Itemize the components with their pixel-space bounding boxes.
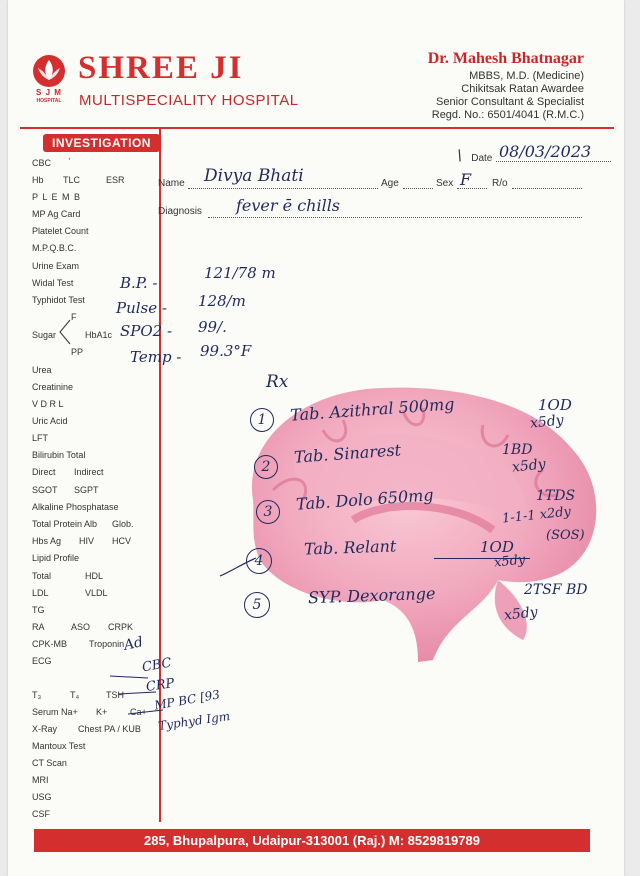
vital-pulse-value: 128/m: [198, 292, 246, 310]
test-plemb: P L E M B: [32, 192, 82, 202]
vital-bp-label: B.P. -: [120, 274, 158, 292]
test-ecg: ECG: [32, 656, 52, 666]
doctor-info: [428, 50, 584, 122]
sex-value[interactable]: F: [460, 170, 472, 189]
test-widal: Widal Test: [32, 278, 74, 288]
rx-item-3-number: 3: [256, 500, 280, 524]
test-vdrl: V D R L: [32, 399, 64, 409]
test-hba1c: HbA1c: [85, 330, 113, 340]
rx-item-4-strike-icon: [218, 556, 258, 580]
test-k: K+: [96, 707, 108, 717]
logo-sjm-text: S J M: [36, 88, 62, 97]
test-uric-acid: Uric Acid: [32, 416, 68, 426]
lotus-logo-icon: [30, 54, 68, 88]
rx-item-4-drug: Tab. Relant: [303, 536, 397, 559]
age-underline: [403, 188, 433, 189]
test-sgot: SGOT: [32, 485, 58, 495]
test-platelet-count: Platelet Count: [32, 226, 89, 236]
doctor-role: Senior Consultant & Specialist: [436, 96, 584, 108]
test-sugar: Sugar: [32, 330, 57, 340]
test-chest-pa-kub: Chest PA / KUB: [78, 724, 141, 734]
rx-item-5-dose: 2TSF BD: [524, 582, 588, 598]
test-alkaline-phosphatase: Alkaline Phosphatase: [32, 502, 119, 512]
test-typhidot: Typhidot Test: [32, 295, 85, 305]
logo-hospital-text: HOSPITAL: [36, 98, 62, 104]
test-sgpt: SGPT: [74, 485, 99, 495]
test-total: Total: [32, 571, 52, 581]
test-direct: Direct: [32, 467, 56, 477]
footer-address: 285, Bhupalpura, Udaipur-313001 (Raj.) M: 8529819789: [34, 829, 590, 852]
doctor-award: Chikitsak Ratan Awardee: [461, 83, 584, 95]
prescription-sheet: [8, 0, 624, 876]
rx-item-1-duration: x5dy: [529, 412, 565, 432]
diagnosis-underline: [208, 217, 582, 218]
header-divider: [20, 127, 614, 129]
hand-arrow-icon: [108, 670, 168, 720]
rx-symbol: Rx: [266, 372, 289, 392]
rx-item-5-drug: SYP. Dexorange: [307, 583, 436, 608]
rx-item-3-duration: 1-1-1 x2dy: [501, 504, 572, 527]
investigation-heading: INVESTIGATION: [43, 134, 160, 152]
rx-item-5-number: 5: [244, 592, 270, 618]
rx-item-2-number: 2: [254, 455, 278, 479]
hospital-name: SHREE JI: [78, 50, 244, 86]
vital-pulse-label: Pulse -: [116, 299, 167, 317]
test-troponin: Troponin: [89, 639, 125, 649]
rx-item-4-dose: 1OD: [480, 538, 514, 556]
test-cpk-mb: CPK-MB: [32, 639, 68, 649]
test-lipid-profile: Lipid Profile: [32, 553, 80, 563]
doctor-name: Dr. Mahesh Bhatnagar: [427, 50, 584, 67]
test-tg: TG: [32, 605, 45, 615]
test-vldl: VLDL: [85, 588, 108, 598]
vital-spo2-label: SPO2 -: [120, 322, 173, 340]
test-total-protein: Total Protein Alb: [32, 519, 98, 529]
test-csf: CSF: [32, 809, 50, 819]
doctor-qualification: MBBS, M.D. (Medicine): [469, 70, 584, 82]
age-label: Age: [381, 178, 399, 189]
test-esr: ESR: [106, 175, 125, 185]
tick-mark-icon: ·: [68, 155, 71, 165]
hand-note-crp: CRP: [145, 676, 176, 695]
test-crpk: CRPK: [108, 622, 134, 632]
test-usg: USG: [32, 792, 52, 802]
rx-item-1-dose: 1OD: [538, 396, 572, 414]
hand-note-typhyd: Typhyd Igm: [157, 709, 231, 733]
rx-item-4-number: 4: [246, 548, 272, 574]
test-sugar-f: F: [71, 312, 77, 322]
name-label: Name: [158, 178, 185, 189]
rx-item-4-duration: x5dy: [493, 552, 526, 571]
ro-underline: [512, 188, 582, 189]
test-serum-na: Serum Na+: [32, 707, 78, 717]
date-value: 08/03/2023: [499, 142, 592, 161]
hand-note-ad: Ad: [122, 634, 145, 654]
test-bilirubin: Bilirubin Total: [32, 450, 86, 460]
hospital-subtitle: MULTISPECIALITY HOSPITAL: [79, 92, 299, 109]
hand-note-mpbc: MP BC [93: [153, 687, 221, 713]
vital-temp-label: Temp -: [130, 348, 182, 366]
test-cbc: CBC: [32, 158, 52, 168]
rx-item-5-duration: x5dy: [503, 604, 539, 624]
rx-item-2-drug: Tab. Sinarest: [293, 440, 402, 467]
test-creatinine: Creatinine: [32, 382, 74, 392]
test-urea: Urea: [32, 365, 52, 375]
test-hb: Hb: [32, 175, 44, 185]
test-ct-scan: CT Scan: [32, 758, 67, 768]
test-tsh: TSH: [106, 690, 124, 700]
test-mp-ag-card: MP Ag Card: [32, 209, 81, 219]
test-hcv: HCV: [112, 536, 132, 546]
sex-underline: [457, 188, 487, 189]
test-hdl: HDL: [85, 571, 104, 581]
test-lft: LFT: [32, 433, 49, 443]
test-indirect: Indirect: [74, 467, 104, 477]
rx-item-2-duration: x5dy: [511, 456, 547, 476]
test-xray: X-Ray: [32, 724, 58, 734]
test-mpqbc: M.P.Q.B.C.: [32, 243, 77, 253]
rx-item-1-number: 1: [250, 408, 274, 432]
date-label: Date: [471, 153, 493, 164]
test-ldl: LDL: [32, 588, 49, 598]
rx-item-3-note: (SOS): [546, 528, 585, 543]
test-t3: T₃: [32, 690, 42, 700]
rx-item-2-dose: 1BD: [502, 442, 533, 458]
test-ca: Ca+: [130, 707, 147, 717]
rx-item-4-underline: [434, 558, 530, 559]
vital-spo2-value: 99/.: [198, 318, 227, 336]
test-t4: T₄: [70, 690, 80, 700]
ro-label: R/o: [492, 178, 508, 189]
test-glob: Glob.: [112, 519, 134, 529]
rx-item-1-drug: Tab. Azithral 500mg: [289, 394, 456, 425]
test-aso: ASO: [71, 622, 91, 632]
test-ra: RA: [32, 622, 45, 632]
diagnosis-value[interactable]: fever ē chills: [236, 196, 341, 215]
test-sugar-pp: PP: [71, 347, 84, 357]
hand-note-cbc: CBC: [140, 655, 173, 676]
patient-name-value[interactable]: Divya Bhati: [204, 166, 304, 186]
rx-item-3-drug: Tab. Dolo 650mg: [295, 485, 435, 514]
rx-item-3-dose: 1TDS: [536, 488, 576, 504]
slash-decoration-icon: /: [455, 147, 466, 166]
vital-bp-value: 121/78 m: [204, 264, 276, 282]
test-mantoux: Mantoux Test: [32, 741, 86, 751]
test-hiv: HIV: [79, 536, 95, 546]
sex-label: Sex: [436, 178, 454, 189]
doctor-regd-no: Regd. No.: 6501/4041 (R.M.C.): [431, 109, 584, 121]
hospital-logo: [30, 54, 68, 108]
date-field[interactable]: [455, 147, 493, 166]
sugar-bracket-icon: [58, 318, 72, 346]
test-mri: MRI: [32, 775, 49, 785]
test-tlc: TLC: [63, 175, 81, 185]
test-urine-exam: Urine Exam: [32, 261, 80, 271]
name-underline: [188, 188, 378, 189]
test-hbsag: Hbs Ag: [32, 536, 62, 546]
date-underline: [496, 161, 611, 162]
vital-temp-value: 99.3°F: [200, 342, 252, 360]
diagnosis-label: Diagnosis: [158, 206, 202, 217]
